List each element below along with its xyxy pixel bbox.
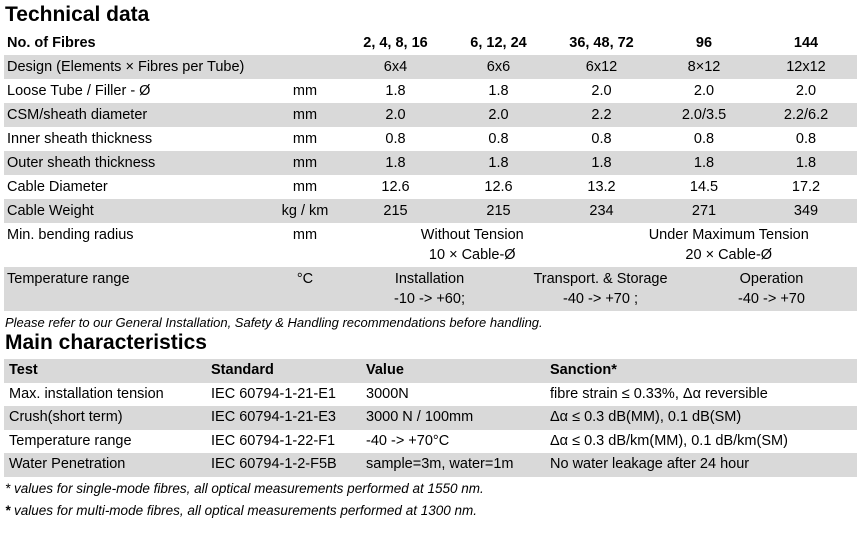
row-label: Outer sheath thickness: [7, 155, 156, 171]
table-row-inner-sheath: [4, 127, 857, 151]
value-cell: 2.0: [795, 83, 817, 99]
value-cell: 1.8: [385, 155, 406, 171]
row-label: Temperature range: [7, 271, 130, 287]
value-cell: 6x12: [585, 59, 618, 75]
value-cell: 12.6: [381, 179, 410, 195]
table-row-outer-sheath: [4, 151, 857, 175]
value-cell: 2.2/6.2: [783, 107, 829, 123]
footnote-text: values for multi-mode fibres, all optical measurements performed at 1300 nm.: [14, 502, 477, 518]
value-cell: 17.2: [791, 179, 821, 195]
table-row-temperature: [4, 430, 857, 454]
row-unit: mm: [292, 83, 318, 99]
value-cell: 0.8: [591, 131, 612, 147]
row-label: Cable Weight: [7, 203, 94, 219]
value-cell: 1.8: [488, 155, 509, 171]
value-cell: 0.8: [488, 131, 509, 147]
temperature-values: [344, 267, 857, 311]
sanction-cell: Δα ≤ 0.3 dB/km(MM), 0.1 dB/km(SM): [550, 432, 788, 449]
value-cell: 8×12: [687, 59, 721, 75]
footnote-marker: *: [5, 480, 11, 496]
value-cell: 1.8: [795, 155, 817, 171]
test-cell: Water Penetration: [9, 456, 126, 472]
value-cell: 1.8: [591, 155, 612, 171]
row-label: CSM/sheath diameter: [7, 107, 148, 123]
value-cell: 215: [486, 203, 511, 219]
main-characteristics-table: [4, 359, 857, 477]
test-cell: Max. installation tension: [9, 385, 164, 402]
row-label: Design (Elements × Fibres per Tube): [7, 59, 245, 75]
table-row-design: [4, 55, 857, 79]
temperature-installation: Installation -10 -> +60;: [394, 271, 465, 307]
value-cell: 2.0: [488, 107, 509, 123]
footnote-text: values for single-mode fibres, all optical measurements performed at 1550 nm.: [14, 480, 484, 496]
column-header-sanction: Sanction*: [550, 362, 617, 378]
row-unit: mm: [292, 179, 318, 195]
row-label: Min. bending radius: [7, 227, 134, 243]
temperature-operation: Operation -40 -> +70: [738, 271, 805, 307]
table-row-water-penetration: [4, 453, 857, 477]
bending-without-tension: Without Tension 10 × Cable-Ø: [420, 227, 524, 263]
handling-note: Please refer to our General Installation, Safety & Handling recommendations before handling.: [5, 315, 543, 330]
value-cell: 6x6: [486, 59, 511, 75]
fibre-count-header: 36, 48, 72: [569, 35, 634, 51]
sanction-cell: Δα ≤ 0.3 dB(MM), 0.1 dB(SM): [550, 409, 742, 425]
tech-header-label: No. of Fibres: [7, 35, 96, 51]
value-cell: 3000N: [366, 385, 409, 402]
fibre-count-header: 96: [695, 35, 713, 51]
test-cell: Crush(short term): [9, 409, 123, 425]
main-header-row: [4, 359, 857, 383]
value-cell: 12.6: [484, 179, 513, 195]
standard-cell: IEC 60794-1-21-E1: [211, 385, 336, 402]
value-cell: 215: [383, 203, 408, 219]
value-cell: 2.2: [591, 107, 612, 123]
fibre-count-header: 6, 12, 24: [470, 35, 527, 51]
value-cell: 1.8: [385, 83, 406, 99]
main-characteristics-title: Main characteristics: [5, 331, 207, 354]
value-cell: 1.8: [693, 155, 715, 171]
table-row-installation-tension: [4, 383, 857, 407]
value-cell: 234: [589, 203, 614, 219]
technical-data-title: Technical data: [5, 3, 150, 26]
fibre-count-header: 2, 4, 8, 16: [363, 35, 428, 51]
sanction-cell: fibre strain ≤ 0.33%, Δα reversible: [550, 385, 768, 402]
footnote-multi-mode: [5, 501, 859, 521]
table-row-loose-tube: [4, 79, 857, 103]
technical-data-table: [4, 31, 857, 311]
value-cell: 12x12: [786, 59, 826, 75]
test-cell: Temperature range: [9, 432, 132, 449]
row-label: Loose Tube / Filler - Ø: [7, 83, 151, 99]
standard-cell: IEC 60794-1-2-F5B: [211, 456, 337, 472]
table-row-cable-weight: [4, 199, 857, 223]
value-cell: sample=3m, water=1m: [366, 456, 514, 472]
table-row-cable-diameter: [4, 175, 857, 199]
value-cell: 349: [793, 203, 819, 219]
table-row-temperature-range: [4, 267, 857, 311]
standard-cell: IEC 60794-1-22-F1: [211, 432, 336, 449]
value-cell: 0.8: [693, 131, 715, 147]
value-cell: 0.8: [385, 131, 406, 147]
value-cell: -40 -> +70°C: [366, 432, 450, 449]
table-row-crush: [4, 406, 857, 430]
value-cell: 13.2: [587, 179, 616, 195]
tech-header-unit: [266, 31, 344, 55]
row-label: Cable Diameter: [7, 179, 108, 195]
table-row-csm-sheath: [4, 103, 857, 127]
sanction-cell: No water leakage after 24 hour: [550, 456, 750, 472]
column-header-value: Value: [366, 362, 404, 378]
column-header-standard: Standard: [211, 362, 274, 378]
row-label: Inner sheath thickness: [7, 131, 153, 147]
row-unit: kg / km: [281, 203, 329, 219]
value-cell: 2.0: [693, 83, 715, 99]
row-unit: mm: [292, 155, 318, 171]
value-cell: 2.0: [385, 107, 406, 123]
row-unit: mm: [292, 227, 318, 243]
fibre-count-header: 144: [793, 35, 819, 51]
value-cell: 1.8: [488, 83, 509, 99]
value-cell: 271: [691, 203, 717, 219]
footnote-single-mode: [5, 479, 859, 499]
bending-values: [344, 223, 857, 267]
row-unit: mm: [292, 107, 318, 123]
row-unit: mm: [292, 131, 318, 147]
value-cell: 3000 N / 100mm: [366, 409, 474, 425]
footnote-marker: *: [5, 502, 11, 518]
value-cell: 14.5: [689, 179, 719, 195]
table-row-bending-radius: [4, 223, 857, 267]
temperature-transport-storage: Transport. & Storage -40 -> +70 ;: [533, 271, 668, 307]
row-unit: °C: [296, 271, 314, 287]
standard-cell: IEC 60794-1-21-E3: [211, 409, 336, 425]
value-cell: 0.8: [795, 131, 817, 147]
bending-under-max-tension: Under Maximum Tension 20 × Cable-Ø: [648, 227, 809, 263]
tech-header-row: [4, 31, 857, 55]
value-cell: 2.0: [591, 83, 612, 99]
value-cell: 6x4: [383, 59, 408, 75]
column-header-test: Test: [9, 362, 38, 378]
value-cell: 2.0/3.5: [681, 107, 727, 123]
row-unit: [266, 55, 344, 79]
